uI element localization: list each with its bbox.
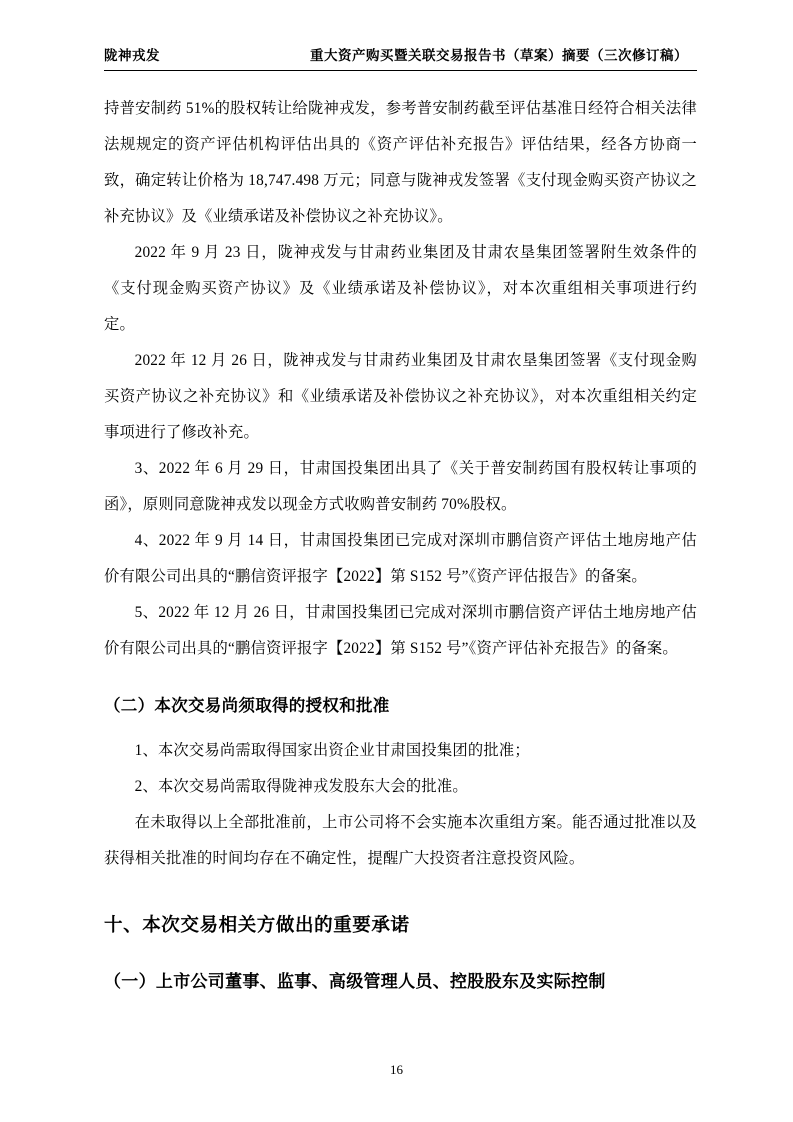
section-heading-commitments: 十、本次交易相关方做出的重要承诺 <box>104 914 410 935</box>
paragraph-item-4: 4、2022 年 9 月 14 日，甘肃国投集团已完成对深圳市鹏信资产评估土地房地产估价有限公司出具的“鹏信资评报字【2022】第 S152 号”《资产评估报告》的备案。 <box>104 532 697 585</box>
approval-item-2: 2、本次交易尚需取得陇神戎发股东大会的批准。 <box>134 778 468 795</box>
section-heading-approvals: （二）本次交易尚须取得的授权和批准 <box>104 697 390 715</box>
header-document-title: 重大资产购买暨关联交易报告书（草案）摘要（三次修订稿） <box>310 48 688 63</box>
header-divider <box>104 70 697 71</box>
paragraph-item-3: 3、2022 年 6 月 29 日，甘肃国投集团出具了《关于普安制药国有股权转让事项的函》，原则同意陇神戎发以现金方式收购普安制药 70%股权。 <box>104 460 697 513</box>
paragraph-agreement-2022-09-23: 2022 年 9 月 23 日，陇神戎发与甘肃药业集团及甘肃农垦集团签署附生效条件的《支付现金购买资产协议》及《业绩承诺及补偿协议》，对本次重组相关事项进行约定。 <box>104 244 697 333</box>
page-number: 16 <box>390 1062 403 1077</box>
paragraph-continuation: 持普安制药 51%的股权转让给陇神戎发，参考普安制药截至评估基准日经符合相关法律法规规定的资产评估机构评估出具的《资产评估补充报告》评估结果，经各方协商一致，确定转让价格为 18,747.498 万元；同意与陇神戎发签署《支付现金购买资产协议之补充协议》及《业绩承诺及补偿协议之补充协议》。 <box>104 100 697 225</box>
subsection-heading-listed-company: （一）上市公司董事、监事、高级管理人员、控股股东及实际控制 <box>104 972 606 991</box>
paragraph-item-5: 5、2022 年 12 月 26 日，甘肃国投集团已完成对深圳市鹏信资产评估土地房地产估价有限公司出具的“鹏信资评报字【2022】第 S152 号”《资产评估补充报告》的备案。 <box>104 604 697 657</box>
header-company-name: 陇神戎发 <box>104 48 160 63</box>
approval-item-1: 1、本次交易尚需取得国家出资企业甘肃国投集团的批准； <box>134 742 530 759</box>
page-content <box>104 44 697 999</box>
paragraph-supplement-2022-12-26: 2022 年 12 月 26 日，陇神戎发与甘肃药业集团及甘肃农垦集团签署《支付现金购买资产协议之补充协议》和《业绩承诺及补偿协议之补充协议》，对本次重组相关约定事项进行了修改补充。 <box>104 352 697 441</box>
page-header <box>104 44 697 70</box>
page-footer <box>0 1062 793 1078</box>
approval-risk-note: 在未取得以上全部批准前，上市公司将不会实施本次重组方案。能否通过批准以及获得相关批准的时间均存在不确定性，提醒广大投资者注意投资风险。 <box>104 814 697 867</box>
